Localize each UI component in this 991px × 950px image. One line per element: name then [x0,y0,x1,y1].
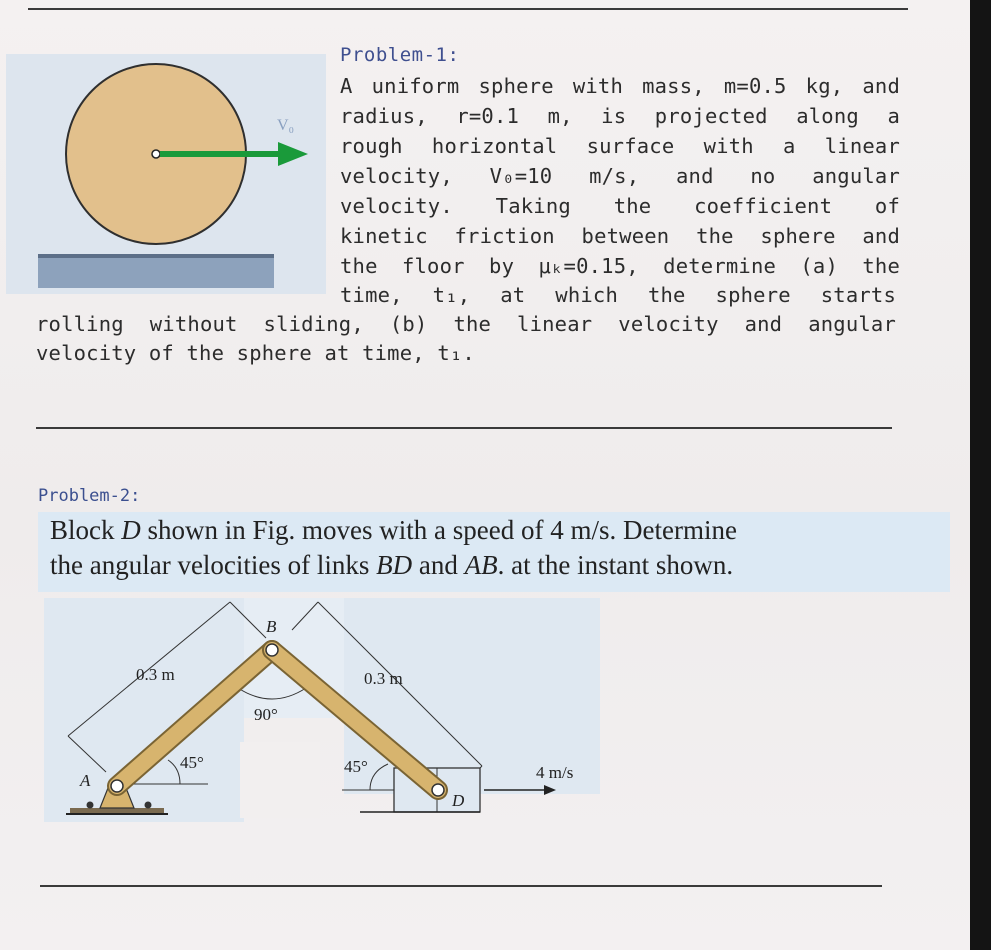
length-bd: 0.3 m [364,669,403,688]
problem2-line-2-e: . at the instant shown. [497,550,734,580]
pin-d [432,784,444,796]
top-divider [28,8,908,10]
problem1-line-2: radius, r=0.1 m, is projected along a [340,104,900,128]
pin-a [111,780,123,792]
problem2-line-1-a: Block [50,515,122,545]
pin-b [266,644,278,656]
angle-a: 45° [180,753,204,772]
velocity-label: V₀ [277,117,295,134]
link-bd-ref: BD [376,550,413,580]
ground-a [70,808,164,813]
floor-surface [38,256,274,288]
problem2-line-1-c: shown in Fig. moves with a speed of 4 m/s. Determine [140,515,737,545]
sphere-center [152,150,160,158]
label-a: A [80,771,91,790]
problem1-line-3: rough horizontal surface with a linear [340,134,900,158]
problem2-line-2 [50,550,733,581]
link-ab-ref: AB [464,550,498,580]
angle-b: 90° [254,705,278,724]
linkage-figure [40,592,600,832]
label-b: B [266,617,277,636]
problem1-line-1: A uniform sphere with mass, m=0.5 kg, and [340,74,900,98]
speed-label: 4 m/s [536,763,574,782]
length-ab: 0.3 m [136,665,175,684]
page-edge [970,0,991,950]
problem2-line-2-c: and [412,550,465,580]
problem1-line-9: rolling without sliding, (b) the linear velocity and angular [36,312,896,336]
problem1-title: Problem-1: [340,44,460,66]
angle-d: 45° [344,757,368,776]
ground-bolt-left [87,802,94,809]
label-d: D [452,791,465,810]
block-d-ref: D [121,515,141,545]
middle-divider [36,427,892,429]
bottom-divider [40,885,882,887]
problem1-line-4: velocity, V₀=10 m/s, and no angular [340,164,900,188]
problem2-title: Problem-2: [38,486,141,506]
problem1-line-5: velocity. Taking the coefficient of [340,194,900,218]
problem1-line-8: time, t₁, at which the sphere starts [340,283,896,307]
problem1-line-7: the floor by μₖ=0.15, determine (a) the [340,254,900,278]
problem1-line-10: velocity of the sphere at time, t₁. [36,341,475,365]
ground-bolt-right [145,802,152,809]
problem2-line-1 [50,515,737,546]
problem1-line-6: kinetic friction between the sphere and [340,224,900,248]
figure-panel-gap [240,742,320,818]
floor-top-edge [38,254,274,258]
problem2-line-2-a: the angular velocities of links [50,550,377,580]
sphere-figure [6,54,326,294]
